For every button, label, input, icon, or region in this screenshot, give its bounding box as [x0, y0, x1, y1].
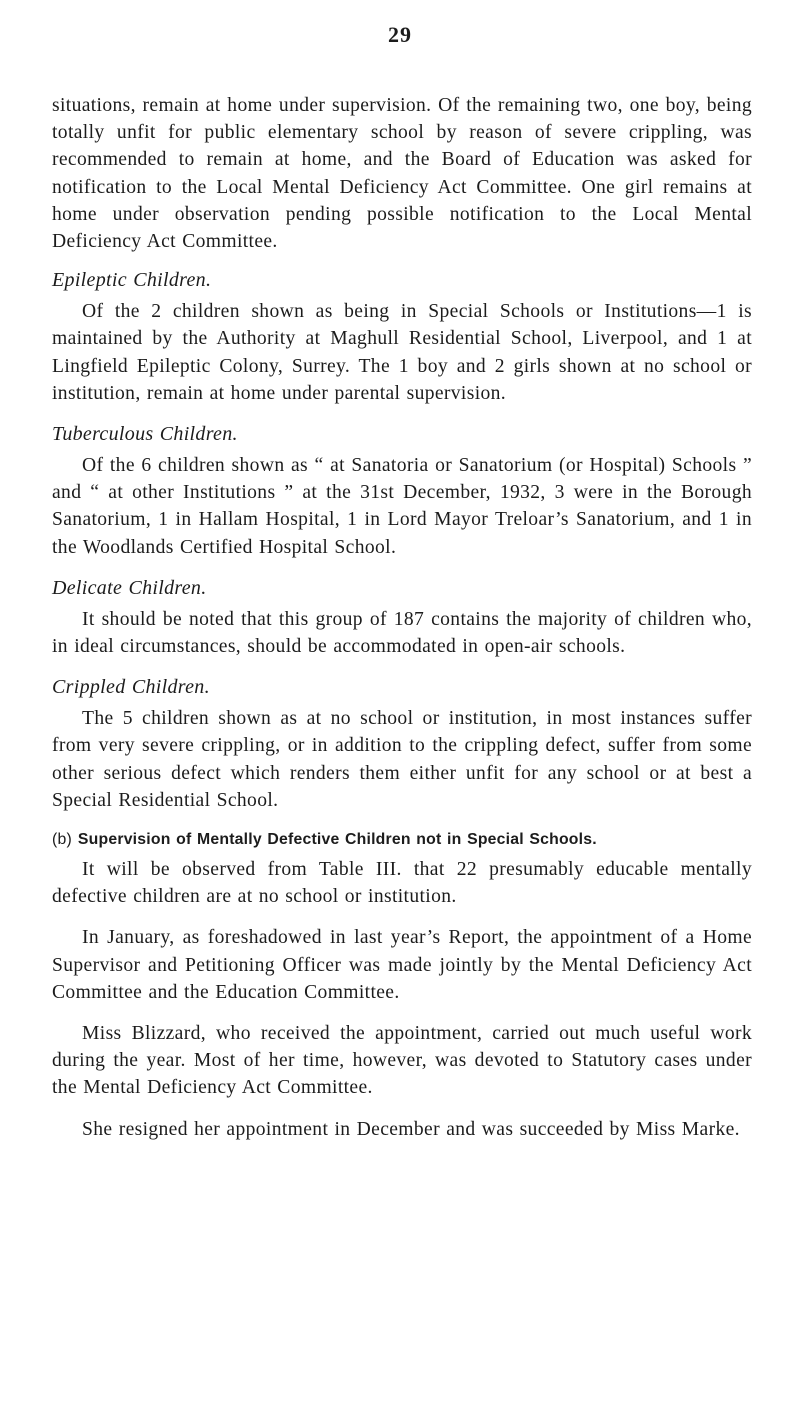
page-number: 29	[388, 22, 412, 47]
heading-tuberculous-children: Tuberculous Children.	[52, 423, 238, 446]
heading-crippled-children: Crippled Children.	[52, 676, 210, 699]
subsection-marker: (b)	[52, 831, 72, 849]
subsection-title: Supervision of Mentally Defective Children not in Special Schools.	[77, 831, 597, 849]
body-text	[52, 92, 752, 1143]
heading-delicate-children: Delicate Children.	[52, 576, 207, 599]
intro-paragraph: situations, remain at home under supervision. Of the remaining two, one boy, being totally unfit for public elementary school by reason of severe crippling, was recommended to remain at home, and the Board of Education was asked for notification to the Local Mental Deficiency Act Committee. One girl remains at home under observation pending possible notification to the Local Mental Deficiency Act Committee.	[52, 95, 752, 253]
supervision-paragraph-3: Miss Blizzard, who received the appointment, carried out much useful work during the year. Most of her time, however, was devoted to Statutory cases under the Mental Deficiency Act Committee.	[52, 1023, 752, 1099]
crippled-paragraph: The 5 children shown as at no school or institution, in most instances suffer from very severe crippling, or in addition to the crippling defect, suffer from some other serious defect which renders them either unfit for any school or at best a Special Residential School.	[52, 708, 752, 811]
epileptic-paragraph: Of the 2 children shown as being in Special Schools or Institutions—1 is maintained by the Authority at Maghull Residential School, Liverpool, and 1 at Lingfield Epileptic Colony, Surrey. The 1 boy and 2 girls shown at no school or institution, remain at home under parental supervision.	[52, 301, 752, 404]
subsection-heading-supervision	[52, 828, 752, 852]
delicate-paragraph: It should be noted that this group of 187 contains the majority of children who, in ideal circumstances, should be accommodated in open-air schools.	[52, 608, 752, 658]
heading-epileptic-children: Epileptic Children.	[52, 269, 212, 292]
tuberculous-paragraph: Of the 6 children shown as “ at Sanatoria or Sanatorium (or Hospital) Schools ” and “ at other Institutions ” at the 31st December, 1932, 3 were in the Borough Sanatorium, 1 in Hallam Hospital, 1 in Lord Mayor Treloar’s Sanatorium, and 1 in the Woodlands Certified Hospital School.	[52, 455, 752, 558]
supervision-paragraph-2: In January, as foreshadowed in last year’s Report, the appointment of a Home Supervisor and Petitioning Officer was made jointly by the Mental Deficiency Act Committee and the Education Committee.	[52, 927, 752, 1003]
supervision-paragraph-1: It will be observed from Table III. that 22 presumably educable mentally defective children are at no school or institution.	[52, 859, 752, 908]
supervision-paragraph-4: She resigned her appointment in December and was succeeded by Miss Marke.	[82, 1118, 740, 1140]
